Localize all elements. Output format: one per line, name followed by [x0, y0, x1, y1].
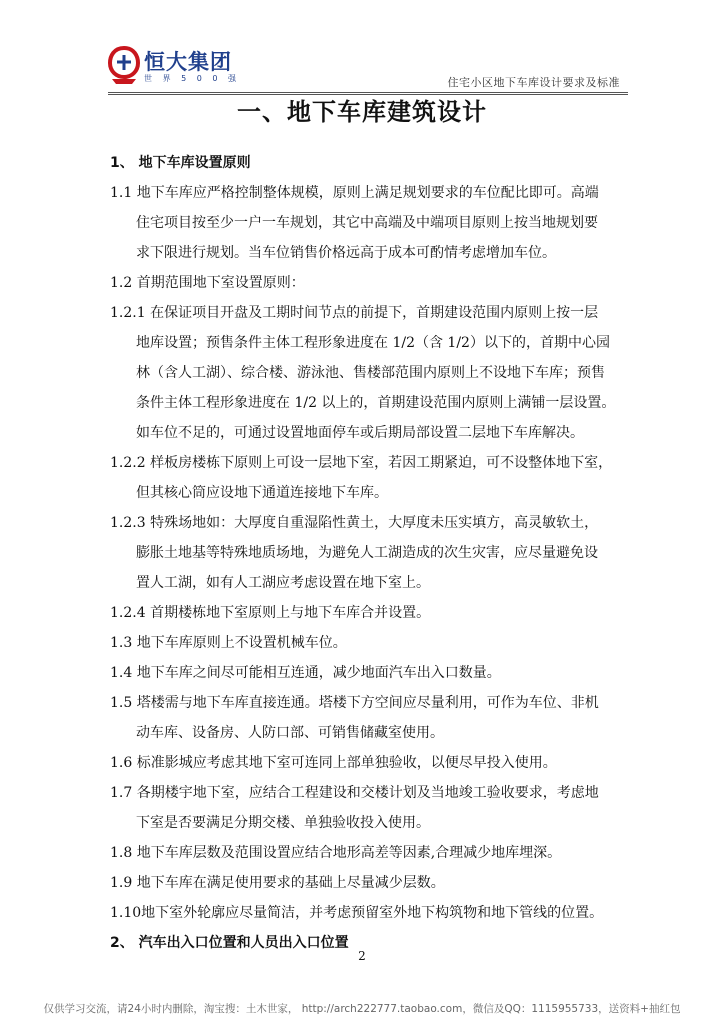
paragraph-line: 膨胀土地基等特殊地质场地，为避免人工湖造成的次生灾害，应尽量避免设	[136, 545, 598, 561]
evergrande-logo	[108, 46, 368, 90]
paragraph-line: 条件主体工程形象进度在 1/2 以上的，首期建设范围内原则上满铺一层设置。	[136, 395, 616, 411]
paragraph-line: 下室是否要满足分期交楼、单独验收投入使用。	[136, 815, 430, 831]
logo-company-name: 恒大集团	[144, 50, 232, 74]
paragraph-line: 1.2.3 特殊场地如：大厚度自重湿陷性黄土，大厚度未压实填方，高灵敏软土，	[110, 515, 599, 531]
paragraph-line: 1.3 地下车库原则上不设置机械车位。	[110, 635, 347, 651]
logo-tagline: 世 界 5 0 0 强	[144, 74, 240, 83]
paragraph-line: 1.5 塔楼需与地下车库直接连通。塔楼下方空间应尽量利用，可作为车位、非机	[110, 695, 599, 711]
paragraph-line: 1.2.1 在保证项目开盘及工期时间节点的前提下，首期建设范围内原则上按一层	[110, 305, 599, 321]
paragraph-line: 求下限进行规划。当车位销售价格远高于成本可酌情考虑增加车位。	[136, 245, 556, 261]
paragraph-line: 1.7 各期楼宇地下室，应结合工程建设和交楼计划及当地竣工验收要求，考虑地	[110, 785, 599, 801]
page-header	[108, 44, 628, 94]
paragraph-line: 置人工湖，如有人工湖应考虑设置在地下室上。	[136, 575, 430, 591]
paragraph-line: 地库设置；预售条件主体工程形象进度在 1/2（含 1/2）以下的，首期中心园	[136, 335, 610, 351]
paragraph-line: 1.8 地下车库层数及范围设置应结合地形高差等因素,合理减少地库埋深。	[110, 845, 562, 861]
paragraph-line: 如车位不足的，可通过设置地面停车或后期局部设置二层地下车库解决。	[136, 425, 584, 441]
page-number: 2	[358, 949, 366, 963]
paragraph-line: 住宅项目按至少一户一车规划，其它中高端及中端项目原则上按当地规划要	[136, 215, 598, 231]
paragraph-line: 1.1 地下车库应严格控制整体规模，原则上满足规划要求的车位配比即可。高端	[110, 185, 599, 201]
footer-watermark: 仅供学习交流，请24小时内删除，淘宝搜：土木世家， http://arch222777.taobao.com，微信及QQ：1115955733，送资料+抽红包	[43, 1003, 681, 1015]
paragraph-line: 1.10地下室外轮廓应尽量简洁，并考虑预留室外地下构筑物和地下管线的位置。	[110, 905, 604, 921]
paragraph-line: 林（含人工湖）、综合楼、游泳池、售楼部范围内原则上不设地下车库；预售	[136, 365, 605, 381]
logo-mark-icon	[108, 46, 140, 86]
paragraph-line: 但其核心筒应设地下通道连接地下车库。	[136, 485, 388, 501]
paragraph-line: 动车库、设备房、人防口部、可销售储藏室使用。	[136, 725, 444, 741]
paragraph-line: 1.6 标准影城应考虑其地下室可连同上部单独验收，以便尽早投入使用。	[110, 755, 557, 771]
paragraph-line: 1.2.4 首期楼栋地下室原则上与地下车库合并设置。	[110, 605, 431, 621]
section-title: 一、地下车库建筑设计	[237, 98, 487, 126]
section-heading: 2、 汽车出入口位置和人员出入口位置	[110, 935, 349, 951]
section-heading: 1、 地下车库设置原则	[110, 155, 251, 171]
paragraph-line: 1.2.2 样板房楼栋下原则上可设一层地下室，若因工期紧迫，可不设整体地下室，	[110, 455, 613, 471]
paragraph-line: 1.4 地下车库之间尽可能相互连通，减少地面汽车出入口数量。	[110, 665, 501, 681]
paragraph-line: 1.9 地下车库在满足使用要求的基础上尽量减少层数。	[110, 875, 445, 891]
paragraph-line: 1.2 首期范围地下室设置原则：	[110, 275, 305, 291]
running-header-title: 住宅小区地下车库设计要求及标准	[447, 76, 620, 89]
